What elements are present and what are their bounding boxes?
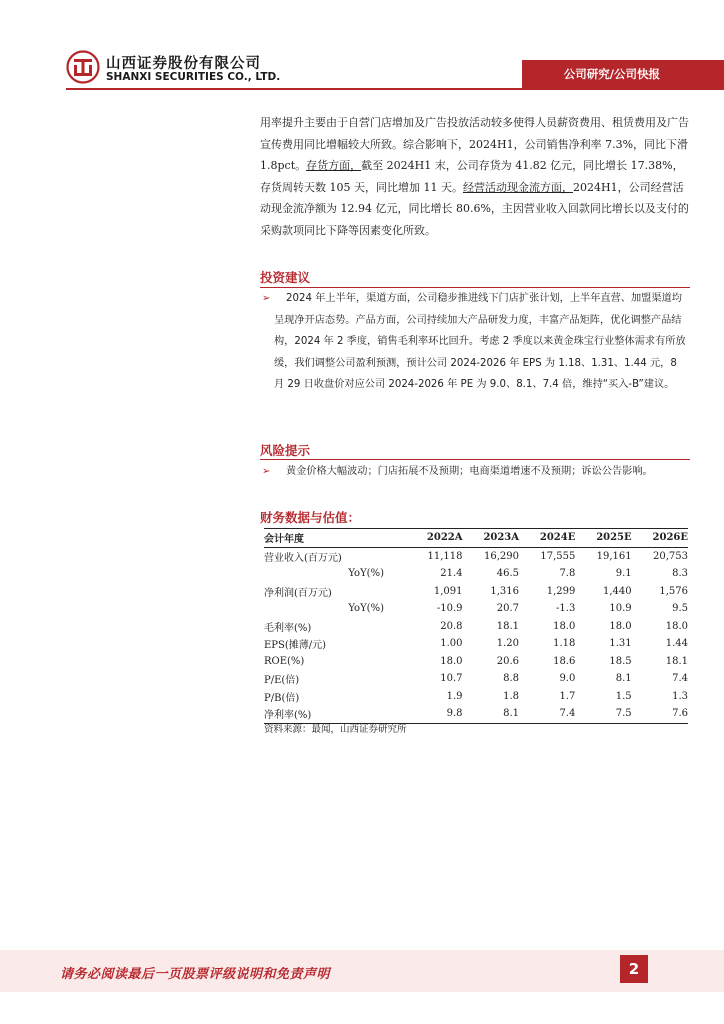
risk-title-rule <box>260 459 690 460</box>
table-cell: 7.8 <box>559 568 576 580</box>
table-cell: -10.9 <box>436 603 463 615</box>
table-cell: 18.0 <box>609 620 632 632</box>
table-cell: 1.31 <box>609 638 632 650</box>
table-cell: 1.3 <box>672 690 688 702</box>
table-cell: 1,299 <box>546 585 576 597</box>
table-cell: 18.0 <box>665 620 688 632</box>
table-cell: 10.9 <box>609 603 632 615</box>
table-header-cell: 2024E <box>519 529 575 548</box>
row-label: ROE(%) <box>264 655 305 667</box>
footer-disclaimer-link[interactable]: 请务必阅读最后一页股票评级说明和免责声明 <box>60 967 331 982</box>
table-cell: 1.00 <box>440 638 463 650</box>
invest-body: 2024 年上半年，渠道方面，公司稳步推进线下门店扩张计划，上半年直营、加盟渠道均呈现净开店态势。产品方面，公司持续加大产品研发力度，丰富产品矩阵，优化调整产品结构，2024 年 2 季度，销售毛利率环比回升。考虑 2 季度以来黄金珠宝行业整体需求有所放缓，我们调整公司盈利预测，预计公司 2024-2026 年 EPS 为 1.18、1.31、1.44 元，8 月 29 日收盘价对应公司 2024-2026 年 PE 为 9.0、8.1、7.4 倍，维持“买入-B”建议。 <box>274 293 686 390</box>
table-cell: 8.1 <box>615 673 632 685</box>
row-label: YoY(%) <box>348 603 384 615</box>
table-cell: 20.7 <box>496 603 520 615</box>
table-cell: 1,576 <box>659 585 688 597</box>
table-header-cell: 2022A <box>406 529 463 548</box>
table-cell: 18.0 <box>440 655 463 667</box>
table-row <box>264 547 688 565</box>
row-label: 营业收入(百万元) <box>264 552 342 564</box>
table-cell: 19,161 <box>596 550 632 562</box>
intro-sentence-1: 用率提升主要由于自营门店增加及广告投放活动较多使得人员薪资费用、租赁费用及广告宣传费用同比增幅较大所致。综合影响下，2024H1，公司销售净利率 7.3%，同比下滑 1.8pct。 <box>260 116 689 173</box>
inventory-label: 存货方面， <box>306 159 362 173</box>
table-cell: 7.5 <box>575 705 631 723</box>
category-tab <box>522 60 724 90</box>
table-cell: 20.8 <box>440 620 463 632</box>
intro-paragraph <box>260 112 690 242</box>
table-cell: 8.8 <box>503 673 520 685</box>
table-cell: 1.9 <box>446 690 463 702</box>
table-cell: 8.3 <box>672 568 688 580</box>
invest-text <box>274 288 690 396</box>
table-cell: 7.4 <box>519 705 575 723</box>
table-row <box>264 600 688 618</box>
table-cell: 20.6 <box>496 655 520 667</box>
risk-title: 风险提示 <box>260 443 311 458</box>
finance-title: 财务数据与估值： <box>260 510 361 525</box>
table-source: 资料来源：最闻，山西证券研究所 <box>264 724 407 735</box>
page-number: 2 <box>620 955 648 983</box>
table-cell: 18.5 <box>609 655 632 667</box>
table-cell: 1.18 <box>553 638 576 650</box>
row-label: 净利率(%) <box>264 705 406 723</box>
table-row <box>264 618 688 636</box>
table-cell: 10.7 <box>440 673 463 685</box>
table-cell: -1.3 <box>556 603 576 615</box>
category-label: 公司研究/公司快报 <box>563 67 660 81</box>
table-cell: 17,555 <box>540 550 576 562</box>
table-header-cell: 2026E <box>632 529 688 548</box>
table-cell: 1,440 <box>603 585 632 597</box>
finance-table <box>264 528 688 724</box>
table-cell: 46.5 <box>496 568 520 580</box>
table-row <box>264 653 688 671</box>
table-header-row <box>264 529 688 548</box>
table-cell: 8.1 <box>463 705 520 723</box>
table-cell: 9.5 <box>672 603 688 615</box>
invest-bullet-icon: ➢ <box>262 293 271 304</box>
company-name-en: SHANXI SECURITIES CO., LTD. <box>106 71 281 83</box>
page-header <box>0 0 724 100</box>
table-cell: 9.0 <box>559 673 576 685</box>
table-cell: 18.6 <box>553 655 576 667</box>
table-cell: 1,091 <box>433 585 463 597</box>
table-row <box>264 565 688 583</box>
intro-sentence-3: 2024H1，公司经营活动现金流净额为 12.94 亿元，同比增长 80.6%，主因营业收入回款同比增长以及支付的采购款项同比下降等因素变化所致。 <box>260 180 689 237</box>
table-cell: 1.20 <box>496 638 520 650</box>
table-cell: 1.8 <box>503 690 520 702</box>
risk-bullet-icon: ➢ <box>262 466 271 477</box>
table-cell: 16,290 <box>484 550 520 562</box>
risk-text <box>274 461 690 483</box>
table-cell: 18.1 <box>496 620 520 632</box>
table-row <box>264 688 688 706</box>
company-logo-icon <box>66 50 100 84</box>
table-cell: 1.7 <box>559 690 576 702</box>
table-cell: 1,316 <box>490 585 520 597</box>
row-label: P/B(倍) <box>264 692 300 704</box>
row-label: 毛利率(%) <box>264 622 312 634</box>
table-cell: 1.5 <box>615 690 632 702</box>
row-label: P/E(倍) <box>264 675 300 687</box>
table-cell: 20,753 <box>653 550 688 562</box>
risk-body: 黄金价格大幅波动；门店拓展不及预期；电商渠道增速不及预期；诉讼公告影响。 <box>286 466 653 477</box>
cashflow-label: 经营活动现金流方面， <box>462 180 573 194</box>
row-label: YoY(%) <box>348 568 384 580</box>
table-cell: 1.44 <box>665 638 688 650</box>
company-name-cn: 山西证券股份有限公司 <box>106 56 261 72</box>
table-header-cell: 2025E <box>575 529 631 548</box>
table-cell: 11,118 <box>427 550 463 562</box>
table-header-cell: 会计年度 <box>264 529 406 548</box>
table-row <box>264 583 688 601</box>
row-label: 净利润(百万元) <box>264 587 332 599</box>
table-cell: 9.8 <box>406 705 463 723</box>
table-cell: 7.6 <box>632 705 688 723</box>
table-cell: 18.0 <box>553 620 576 632</box>
table-row <box>264 635 688 653</box>
table-cell: 21.4 <box>440 568 463 580</box>
table-header-cell: 2023A <box>463 529 520 548</box>
invest-title: 投资建议 <box>260 270 311 285</box>
table-row <box>264 670 688 688</box>
table-cell: 9.1 <box>615 568 632 580</box>
table-cell: 7.4 <box>672 673 688 685</box>
table-cell: 18.1 <box>665 655 688 667</box>
header-rule <box>66 88 724 90</box>
row-label: EPS(摊薄/元) <box>264 640 327 652</box>
intro-sentence-2: 截至 2024H1 末，公司存货为 41.82 亿元，同比增长 17.38%，存货周转天数 105 天，同比增加 11 天。 <box>260 159 684 194</box>
